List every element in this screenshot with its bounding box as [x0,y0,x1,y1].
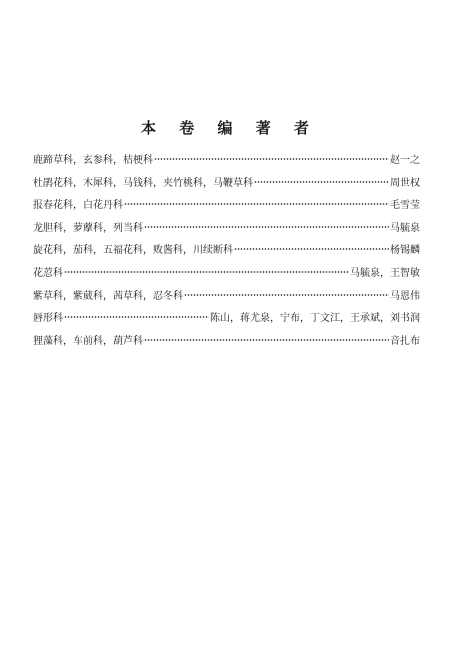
authors: 周世权 [390,177,420,189]
contributor-entry [33,195,420,218]
dot-leader [144,226,389,228]
contributor-entry [33,286,420,309]
dot-leader [184,294,389,296]
authors: 马毓泉 [390,222,420,234]
plant-families: 花荵科 [33,267,63,279]
contributor-entry [33,263,420,286]
plant-families: 报春花科，白花丹科 [33,200,123,212]
dot-leader [64,271,349,273]
authors: 杨锡麟 [390,245,420,257]
authors: 赵一之 [390,155,420,166]
contributor-entry [33,331,420,354]
page-title: 本 卷 编 著 者 [141,119,318,137]
contributor-entry [33,218,420,241]
plant-families: 旋花科，茄科，五福花科，败酱科，川续断科 [33,245,233,257]
dot-leader [254,181,389,183]
dot-leader [124,203,389,205]
authors: 马恩伟 [390,290,420,302]
contributor-list [33,150,420,353]
contributor-entry [33,240,420,263]
contributor-entry [33,173,420,196]
dot-leader [234,248,389,250]
contributor-entry [33,308,420,331]
authors: 陈山，蒋尤泉，宁布，丁文江，王承斌，刘书润 [210,313,420,325]
plant-families: 鹿蹄草科，玄参科，桔梗科 [33,155,153,166]
authors: 马毓泉，王智敏 [350,267,420,279]
plant-families: 唇形科 [33,313,63,325]
plant-families: 紫草科，紫葳科，茜草科，忍冬科 [33,290,183,302]
authors: 音扎布 [390,335,420,347]
dot-leader [154,158,389,160]
plant-families: 杜鹃花科，木犀科，马钱科，夹竹桃科，马鞭草科 [33,177,253,189]
dot-leader [144,339,389,341]
authors: 毛雪莹 [390,200,420,212]
dot-leader [64,316,209,318]
plant-families: 龙胆科，萝藦科，列当科 [33,222,143,234]
contributor-entry [33,150,420,173]
plant-families: 狸藻科，车前科，葫芦科 [33,335,143,347]
